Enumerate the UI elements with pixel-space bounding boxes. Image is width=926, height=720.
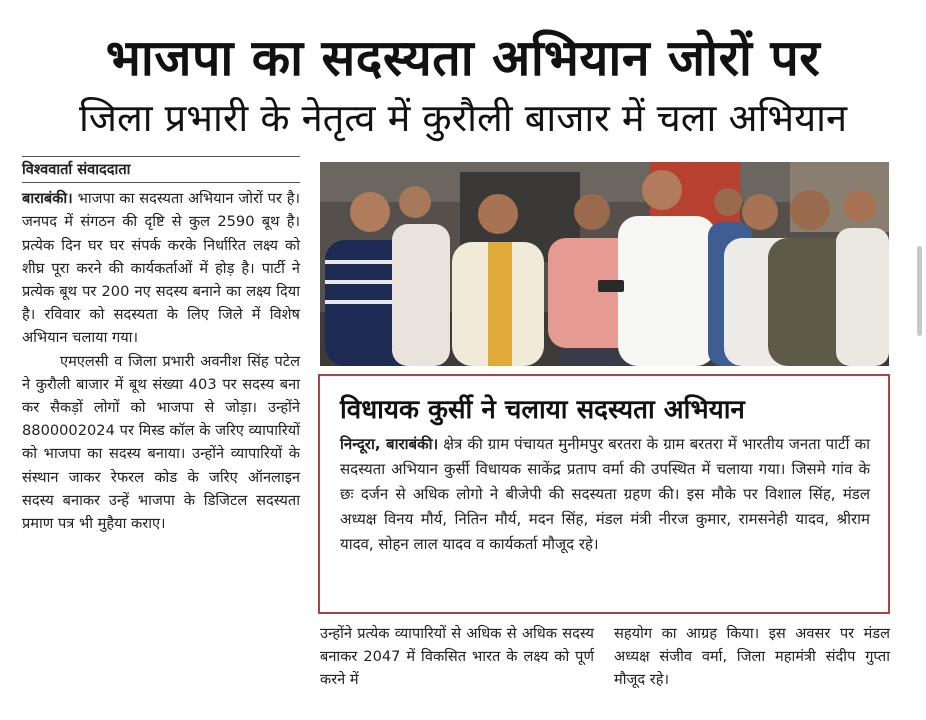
headline: भाजपा का सदस्यता अभियान जोरों पर [105, 29, 821, 87]
article-paragraph-1 [22, 187, 300, 349]
left-column-article [22, 156, 300, 535]
dateline: बाराबंकी। [22, 190, 73, 208]
shop-scene-illustration [320, 162, 889, 366]
box-story [318, 374, 890, 614]
box-story-text: क्षेत्र की ग्राम पंचायत मुनीमपुर बरतरा के ग्राम बरतरा में भारतीय जनता पार्टी का सदस्यता अभियान कुर्सी विधायक साकेंद्र प्रताप वर्मा की उपस्थित में चलाया गया। जिसमे गांव के छः दर्जन से अधिक लोगो ने बीजेपी की सदस्यता ग्रहण की। इस मौके पर विशाल सिंह, मंडल अध्यक्ष विनय मौर्य, नितिन मौर्य, मदन सिंह, मंडल मंत्री नीरज कुमार, रामसनेही यादव, श्रीराम यादव, सोहन लाल यादव व कार्यकर्ता मौजूद रहे। [340, 435, 870, 553]
box-story-body [340, 432, 870, 557]
news-photo [320, 162, 889, 366]
paragraph-1-text: भाजपा का सदस्यता अभियान जोरों पर है। जनपद में संगठन की दृष्टि से कुल 2590 बूथ है। प्रत्येक दिन घर घर संपर्क करके निर्धारित लक्ष्य को शीघ्र पूरा करने की कार्यकर्ताओं में होड़ है। पार्टी ने प्रत्येक बूथ पर 200 नए सदस्य बनाने का लक्ष्य दिया है। रविवार को सदस्यता के लिए जिले में विशेष अभियान चलाया गया। [22, 190, 301, 347]
article-paragraph-2: एमएलसी व जिला प्रभारी अवनीश सिंह पटेल ने कुरौली बाजार में बूथ संख्या 403 पर सदस्य बना कर सैकड़ों लोगों को भाजपा से जोड़ा। उन्होंने 8800002024 पर मिस्ड कॉल के जरिए व्यापारियों को भाजपा का सदस्य बनाया। उन्होंने व्यापारियों के संस्थान जाकर रेफरल कोड के जरिए ऑनलाइन सदस्य बनाकर उन्हें भाजपा के डिजिटल सदस्यता प्रमाण पत्र भी मुहैया कराए। [22, 352, 300, 533]
scrollbar[interactable] [917, 246, 922, 336]
bottom-right-column: सहयोग का आग्रह किया। इस अवसर पर मंडल अध्यक्ष संजीव वर्मा, जिला महामंत्री संदीप गुप्ता मौजूद रहे। [614, 625, 890, 689]
box-story-title: विधायक कुर्सी ने चलाया सदस्यता अभियान [340, 395, 745, 425]
byline: विश्ववार्ता संवाददाता [22, 156, 300, 183]
bottom-middle-column: उन्होंने प्रत्येक व्यापारियों से अधिक से अधिक सदस्य बनाकर 2047 में विकसित भारत के लक्ष्य को पूर्ण करने में [320, 625, 594, 689]
box-story-dateline: निन्दूरा, बाराबंकी। [340, 435, 439, 453]
subheadline: जिला प्रभारी के नेतृत्व में कुरौली बाजार में चला अभियान [78, 96, 848, 140]
